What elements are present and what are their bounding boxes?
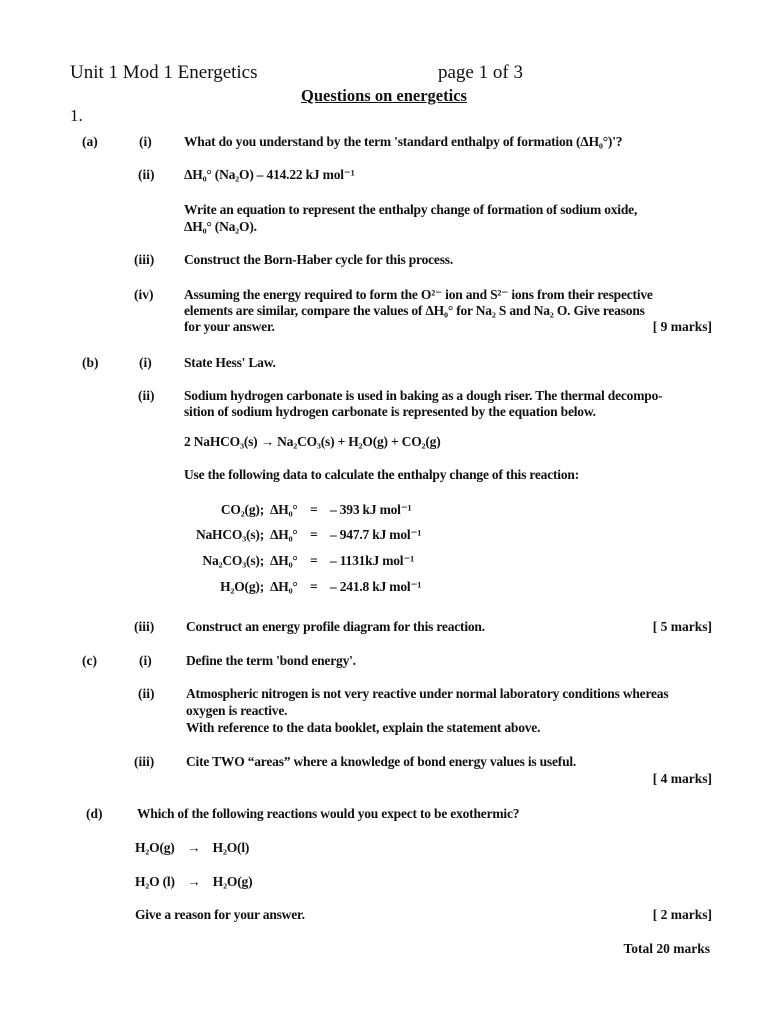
a-ii-enthalpy-value: ΔH₀° (Na₂O) – 414.22 kJ mol⁻¹ xyxy=(184,167,355,182)
question-number: 1. xyxy=(70,106,83,125)
reaction-rhs: H₂O(g) xyxy=(212,874,253,889)
c-iii-question: Cite TWO “areas” where a knowledge of bond energy values is useful. xyxy=(186,754,577,769)
a-iv-line2: elements are similar, compare the values of ΔH₀° for Na₂ S and Na₂ O. Give reasons xyxy=(184,303,645,318)
d-reason-prompt: Give a reason for your answer. xyxy=(135,907,305,922)
b-i-number: (i) xyxy=(139,355,152,370)
c-ii-line2: oxygen is reactive. xyxy=(186,703,288,718)
c-ii-line1: Atmospheric nitrogen is not very reactive under normal laboratory conditions whereas xyxy=(186,686,669,701)
reaction-arrow-icon: → xyxy=(187,874,201,889)
part-b-label: (b) xyxy=(82,355,99,370)
data-row-symbol: ΔH₀° xyxy=(270,527,298,542)
data-row-equals: = xyxy=(310,527,318,542)
data-row-equals: = xyxy=(310,502,318,517)
reaction-rhs: H₂O(l) xyxy=(212,840,250,855)
data-row-value: – 947.7 kJ mol⁻¹ xyxy=(330,527,422,542)
a-marks: [ 9 marks] xyxy=(652,319,712,334)
page-number: page 1 of 3 xyxy=(438,62,523,83)
reaction-condensation xyxy=(135,840,249,856)
data-row-symbol: ΔH₀° xyxy=(270,502,298,517)
a-iv-line1: Assuming the energy required to form the O²⁻ ion and S²⁻ ions from their respective xyxy=(184,287,653,302)
c-ii-number: (ii) xyxy=(138,686,155,701)
a-ii-number: (ii) xyxy=(138,167,155,182)
part-d-label: (d) xyxy=(86,806,103,821)
data-row-equals: = xyxy=(310,553,318,568)
d-marks: [ 2 marks] xyxy=(652,907,712,922)
reaction-evaporation xyxy=(135,874,252,890)
a-iv-number: (iv) xyxy=(134,287,154,302)
b-i-question: State Hess' Law. xyxy=(184,355,276,370)
a-ii-text-line1: Write an equation to represent the enthalpy change of formation of sodium oxide, xyxy=(184,202,638,217)
c-iii-number: (iii) xyxy=(134,754,155,769)
b-ii-instruction: Use the following data to calculate the enthalpy change of this reaction: xyxy=(184,467,579,482)
reaction-arrow-icon: → xyxy=(186,840,201,855)
a-ii-text-line2: ΔH₀° (Na₂O). xyxy=(184,219,257,234)
c-marks: [ 4 marks] xyxy=(652,771,712,786)
c-i-question: Define the term 'bond energy'. xyxy=(186,653,356,668)
data-row-species: NaHCO₃(s); xyxy=(195,527,264,542)
b-iii-number: (iii) xyxy=(134,619,155,634)
total-marks: Total 20 marks xyxy=(623,941,710,956)
d-question: Which of the following reactions would you expect to be exothermic? xyxy=(137,806,520,821)
data-row-equals: = xyxy=(310,579,318,594)
data-row-symbol: ΔH₀° xyxy=(270,579,298,594)
page-title: Questions on energetics xyxy=(301,86,467,105)
a-iii-number: (iii) xyxy=(134,252,155,267)
a-iv-line3: for your answer. xyxy=(184,319,275,334)
reaction-lhs: H₂O (l) xyxy=(135,874,175,889)
b-ii-equation: 2 NaHCO₃(s) → Na₂CO₃(s) + H₂O(g) + CO₂(g) xyxy=(184,434,441,449)
b-iii-question: Construct an energy profile diagram for this reaction. xyxy=(186,619,485,634)
data-row-species: CO₂(g); xyxy=(220,502,264,517)
data-row-species: H₂O(g); xyxy=(220,579,264,594)
data-row-symbol: ΔH₀° xyxy=(270,553,298,568)
a-i-question: What do you understand by the term 'standard enthalpy of formation (ΔH₀°)'? xyxy=(184,134,623,149)
b-marks: [ 5 marks] xyxy=(652,619,712,634)
data-row-value: – 393 kJ mol⁻¹ xyxy=(330,502,412,517)
data-row-species: Na₂CO₃(s); xyxy=(202,553,264,568)
c-ii-line3: With reference to the data booklet, explain the statement above. xyxy=(186,720,541,735)
c-i-number: (i) xyxy=(139,653,152,668)
b-ii-line2: sition of sodium hydrogen carbonate is represented by the equation below. xyxy=(184,404,596,419)
part-a-label: (a) xyxy=(82,134,98,149)
a-iii-question: Construct the Born-Haber cycle for this process. xyxy=(184,252,453,267)
b-ii-number: (ii) xyxy=(138,388,155,403)
data-row-value: – 1131kJ mol⁻¹ xyxy=(330,553,415,568)
part-c-label: (c) xyxy=(82,653,97,668)
unit-module-heading: Unit 1 Mod 1 Energetics xyxy=(70,62,258,83)
reaction-lhs: H₂O(g) xyxy=(135,840,175,855)
b-ii-line1: Sodium hydrogen carbonate is used in baking as a dough riser. The thermal decompo- xyxy=(184,388,663,403)
data-row-value: – 241.8 kJ mol⁻¹ xyxy=(330,579,422,594)
a-i-number: (i) xyxy=(139,134,152,149)
